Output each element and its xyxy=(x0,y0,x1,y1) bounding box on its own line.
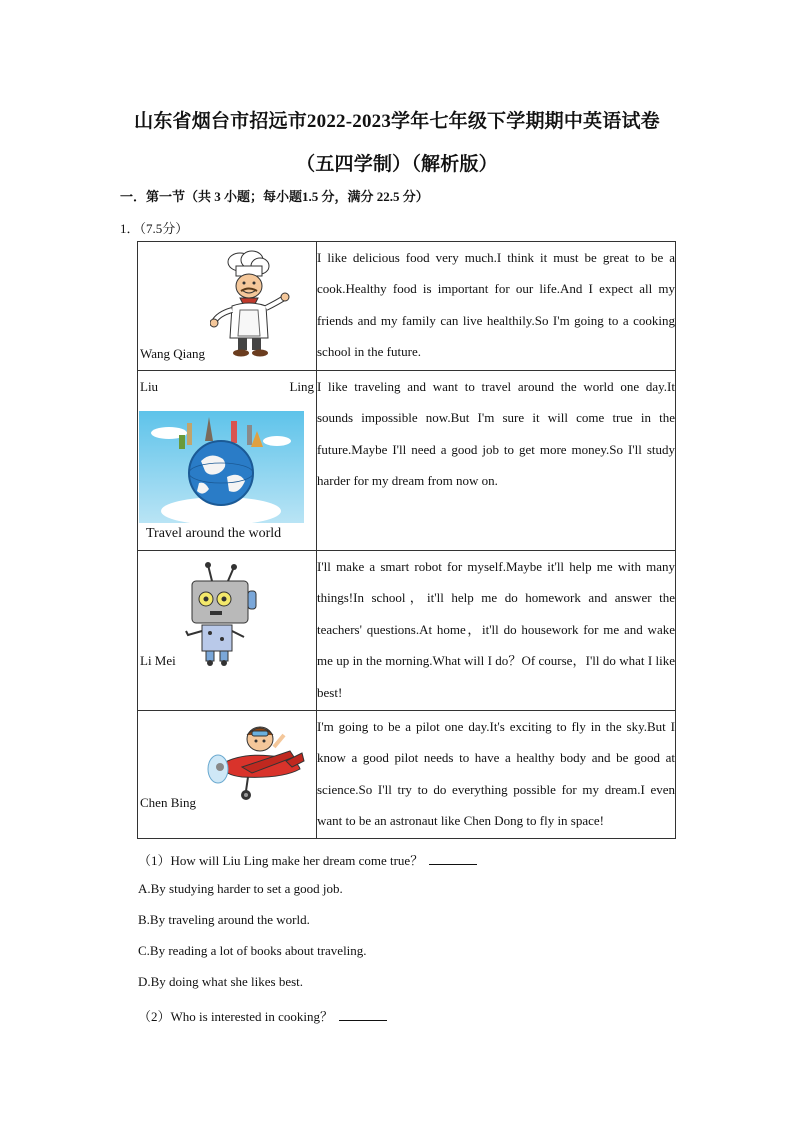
person-name-first: Liu xyxy=(140,379,159,394)
table-row xyxy=(138,242,676,371)
person-name-last: Ling xyxy=(289,379,314,394)
sub-question-1 xyxy=(138,850,477,869)
option-d: D.By doing what she likes best. xyxy=(138,974,304,989)
answer-blank xyxy=(339,1008,387,1021)
passage-text: I like delicious food very much.I think it must be great to be a cook.Healthy food is important for our life.And I expect all my friends and my family can live healthily.So I'm going to a cooking school in the future. xyxy=(317,242,676,371)
reading-table xyxy=(137,241,676,839)
answer-blank xyxy=(429,852,477,865)
chef-illustration-icon xyxy=(210,250,290,360)
pilot-plane-illustration-icon xyxy=(202,717,308,809)
person-name: Wang Qiang xyxy=(140,346,206,361)
section-heading: 一．第一节（共 3 小题；每小题1.5 分，满分 22.5 分） xyxy=(120,189,429,204)
document-title-line1: 山东省烟台市招远市2022-2023学年七年级下学期期中英语试卷 xyxy=(134,111,660,132)
globe-travel-illustration-icon xyxy=(139,411,304,523)
person-cell xyxy=(138,711,317,839)
person-cell xyxy=(138,242,317,371)
passage-text: I'm going to be a pilot one day.It's exciting to fly in the sky.But I know a good pilot needs to have a healthy body and be good at science.So I'll try to do everything possible for my dream.I even want to be an astronaut like Chen Dong to fly in space! xyxy=(317,711,676,839)
document-title-line2: （五四学制）（解析版） xyxy=(296,154,498,175)
table-row xyxy=(138,711,676,839)
option-a: A.By studying harder to set a good job. xyxy=(138,881,343,896)
sub-question-2-text: （2）Who is interested in cooking？ xyxy=(138,1009,333,1024)
passage-text: I like traveling and want to travel around the world one day.It sounds impossible now.But I'm sure it will come true in the future.Maybe I'll need a good job to get more money.So I'll study harder for my dream from now on. xyxy=(317,371,676,551)
option-c: C.By reading a lot of books about traveling. xyxy=(138,943,367,958)
passage-text: I'll make a smart robot for myself.Maybe it'll help me with many things!In school，it'll help me do homework and answer the teachers' questions.At home，it'll do housework for me and wake me up in the morning.What will I do？Of course，I'll do what I like best! xyxy=(317,551,676,711)
person-cell xyxy=(138,551,317,711)
sub-question-2 xyxy=(138,1006,387,1025)
table-row xyxy=(138,551,676,711)
person-name: Chen Bing xyxy=(140,795,196,810)
robot-illustration-icon xyxy=(182,561,262,667)
sub-question-1-text: （1）How will Liu Ling make her dream come true？ xyxy=(138,853,424,868)
image-caption: Travel around the world xyxy=(146,526,282,541)
person-name: Li Mei xyxy=(140,653,176,668)
table-row xyxy=(138,371,676,551)
person-cell xyxy=(138,371,317,551)
question-number: 1．（7.5分） xyxy=(120,221,189,236)
option-b: B.By traveling around the world. xyxy=(138,912,310,927)
